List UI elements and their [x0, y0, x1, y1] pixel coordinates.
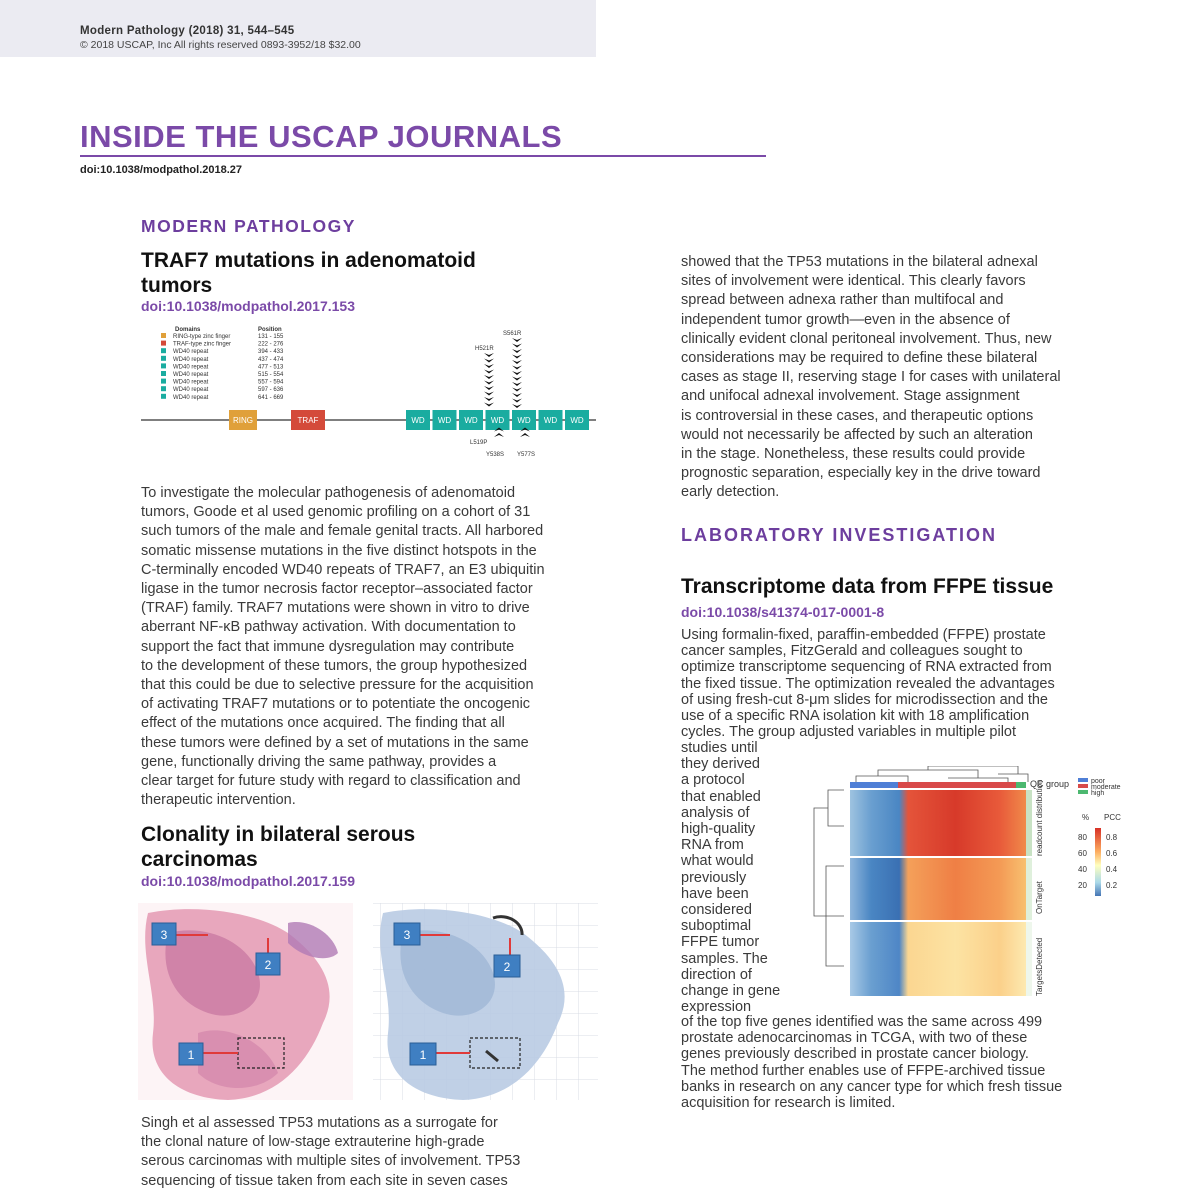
- annotation-bar: [1026, 858, 1032, 920]
- text-line: have been: [681, 885, 749, 902]
- mutation-chevron: [512, 371, 522, 375]
- text-line: what would: [681, 853, 754, 870]
- domain-legend: [161, 333, 284, 401]
- legend-domain-name: WD40 repeat: [173, 356, 209, 363]
- traf7-domain-diagram: [141, 320, 596, 460]
- text-line: previously: [681, 869, 747, 886]
- page-title: INSIDE THE USCAP JOURNALS: [80, 119, 563, 154]
- section-modern-pathology: MODERN PATHOLOGY: [141, 216, 356, 236]
- heatmap-chart: [808, 766, 1148, 1000]
- text-line: clear target for future study with regard to classification and: [141, 773, 521, 790]
- mutation-y538s: Y538S: [486, 452, 505, 458]
- mutation-l519p: L519P: [470, 440, 488, 446]
- text-line: tumors, Goode et al used genomic profiling on a cohort of 31: [141, 504, 531, 521]
- article-doi-transcriptome[interactable]: doi:10.1038/s41374-017-0001-8: [681, 604, 885, 620]
- copyright-line: © 2018 USCAP, Inc All rights reserved 0893-3952/18 $32.00: [80, 39, 361, 51]
- qc-legend-swatch-poor: [1078, 778, 1088, 782]
- paragraph: [681, 253, 1141, 503]
- wd40-domain-label: WD: [490, 416, 505, 425]
- mutation-chevron: [512, 366, 522, 370]
- pcc-label: PCC: [1104, 813, 1121, 822]
- mutation-h521r: H521R: [475, 346, 494, 352]
- legend-domain-position: 641 - 669: [258, 394, 284, 401]
- legend-domain-name: WD40 repeat: [173, 394, 209, 401]
- mutation-chevron: [484, 392, 494, 396]
- text-line: RNA from: [681, 837, 744, 854]
- histology-figure: [138, 903, 598, 1100]
- text-line: direction of: [681, 966, 752, 983]
- qc-strip-moderate: [898, 782, 1016, 788]
- text-line: cycles. The group adjusted variables in multiple pilot: [681, 724, 1017, 741]
- pcc-tick: 0.6: [1106, 849, 1118, 858]
- text-line: optimize transcriptome sequencing of RNA extracted from: [681, 659, 1052, 676]
- text-line: they derived: [681, 756, 760, 773]
- legend-domain-name: WD40 repeat: [173, 372, 209, 378]
- paragraph: [141, 484, 631, 810]
- article-body-traf7: [141, 484, 631, 810]
- legend-swatch: [161, 371, 166, 376]
- mutation-chevron: [484, 359, 494, 363]
- legend-domain-name: RING-type zinc finger: [173, 334, 231, 340]
- legend-swatch: [161, 379, 166, 384]
- heatmap-block-targetsdetected: [850, 922, 1026, 996]
- text-line: cancer samples, FitzGerald and colleagues sought to: [681, 643, 1023, 660]
- text-line: Singh et al assessed TP53 mutations as a surrogate for: [141, 1115, 498, 1131]
- text-line: the clonal nature of low-stage extrauterine high-grade: [141, 1134, 485, 1151]
- paragraph: [141, 1114, 601, 1191]
- qc-legend-high: high: [1091, 790, 1105, 797]
- page-doi: doi:10.1038/modpathol.2018.27: [80, 164, 243, 176]
- article-body-transcriptome-wrap: [681, 740, 811, 1015]
- legend-domain-name: WD40 repeat: [173, 387, 209, 394]
- color-scale-bar: [1095, 828, 1101, 896]
- legend-swatch: [161, 348, 166, 353]
- pcc-tick: 0.2: [1106, 881, 1118, 890]
- legend-domain-name: TRAF-type zinc finger: [173, 341, 232, 348]
- legend-domain-position: 437 - 474: [258, 356, 284, 363]
- callout-label: 2: [264, 958, 272, 972]
- text-line: that this could be due to selective pressure for the acquisition: [141, 677, 534, 694]
- wd40-domain-label: WD: [543, 416, 558, 425]
- text-line: studies until: [681, 740, 758, 756]
- text-line: a protocol: [681, 772, 745, 789]
- histology-panels: [138, 903, 598, 1100]
- mutation-chevron: [484, 403, 494, 407]
- mutation-chevron: [512, 355, 522, 359]
- wd40-domain-label: WD: [517, 416, 531, 425]
- text-line: such tumors of the male and female genital tracts. All harbored: [141, 523, 544, 540]
- article-body-transcriptome-bottom: [681, 1014, 1141, 1111]
- text-line: sites of involvement were identical. This clearly favors: [681, 273, 1026, 290]
- mutation-chevron: [512, 388, 522, 392]
- journal-citation: Modern Pathology (2018) 31, 544–545: [80, 25, 295, 37]
- legend-domain-name: WD40 repeat: [173, 349, 209, 356]
- legend-swatch: [161, 363, 166, 368]
- qc-legend-swatch-high: [1078, 790, 1088, 794]
- text-line: analysis of: [681, 804, 750, 821]
- title-divider: [80, 155, 766, 157]
- wd40-domain-label: WD: [411, 416, 425, 425]
- text-line: suboptimal: [681, 918, 752, 935]
- text-line: cases as stage II, reserving stage I for cases with unilateral: [681, 369, 1061, 386]
- text-line: serous carcinomas with multiple sites of involvement. TP53: [141, 1153, 521, 1170]
- mutation-chevron: [512, 399, 522, 403]
- text-line: early detection.: [681, 484, 780, 501]
- wd40-domain-label: WD: [570, 416, 584, 425]
- qc-legend-poor: poor: [1091, 778, 1106, 785]
- heatmap-figure: [808, 766, 1148, 1000]
- text-line: Using formalin-fixed, paraffin-embedded (FFPE) prostate: [681, 627, 1046, 643]
- legend-swatch: [161, 333, 166, 338]
- qc-legend-moderate: moderate: [1091, 784, 1121, 791]
- article-title-line: carcinomas: [141, 848, 258, 871]
- text-line: spread between adnexa rather than multifocal and: [681, 292, 1004, 309]
- legend-domain-position: 477 - 513: [258, 364, 284, 371]
- legend-domain-position: 222 - 276: [258, 341, 284, 348]
- text-line: showed that the TP53 mutations in the bilateral adnexal: [681, 254, 1038, 270]
- article-title-line: tumors: [141, 274, 213, 297]
- text-line: would not necessarily be affected by such an alteration: [681, 426, 1033, 443]
- text-line: use of a specific RNA isolation kit with 18 amplification: [681, 708, 1030, 725]
- column-dendrogram: [856, 766, 1028, 784]
- text-line: expression: [681, 999, 752, 1016]
- callout-label: 1: [419, 1048, 427, 1062]
- percent-label: %: [1082, 813, 1090, 822]
- text-line: samples. The: [681, 950, 768, 967]
- pct-tick: 40: [1078, 865, 1087, 874]
- wd40-domain-label: WD: [437, 416, 452, 425]
- ring-domain-label: RING: [233, 416, 253, 425]
- legend-domains-header: Domains: [175, 327, 201, 333]
- text-line: sequencing of tissue taken from each site in seven cases: [141, 1172, 508, 1189]
- mutation-chevron: [484, 370, 494, 374]
- text-line: somatic missense mutations in the five distinct hotspots in the: [141, 542, 537, 559]
- text-line: prostate adenocarcinomas in TCGA, with two of these: [681, 1030, 1028, 1047]
- article-doi-traf7[interactable]: doi:10.1038/modpathol.2017.153: [141, 298, 355, 314]
- text-line: of activating TRAF7 mutations or to potentiate the oncogenic: [141, 696, 531, 713]
- mutation-s561r: S561R: [503, 331, 522, 337]
- article-title-clonality: [141, 822, 581, 872]
- qc-strip-poor: [850, 782, 898, 788]
- legend-domain-position: 597 - 636: [258, 387, 284, 394]
- text-line: considerations may be required to define these bilateral: [681, 350, 1038, 367]
- row-dendrogram: [814, 790, 844, 966]
- mutation-chevron: [494, 433, 504, 437]
- row-label-targetsdetected: TargetsDetected: [1035, 937, 1044, 996]
- pct-tick: 60: [1078, 849, 1087, 858]
- heatmap-block-ontarget: [850, 858, 1026, 920]
- text-line: clinically evident clonal peritoneal involvement. Thus, new: [681, 330, 1052, 347]
- article-title-line: TRAF7 mutations in adenomatoid: [141, 249, 476, 272]
- text-line: high-quality: [681, 821, 756, 838]
- legend-domain-position: 557 - 594: [258, 379, 284, 386]
- text-line: genes previously described in prostate cancer biology.: [681, 1046, 1029, 1063]
- mutation-chevron: [484, 364, 494, 368]
- text-line: to the development of these tumors, the group hypothesized: [141, 657, 528, 674]
- article-title-line: Clonality in bilateral serous: [141, 823, 416, 846]
- mutation-chevron: [512, 344, 522, 348]
- heatmap-block-readcount: [850, 790, 1026, 856]
- text-line: of the top five genes identified was the same across 499: [681, 1014, 1043, 1030]
- text-line: To investigate the molecular pathogenesis of adenomatoid: [141, 485, 516, 501]
- text-line: acquisition for research is limited.: [681, 1095, 896, 1112]
- legend-domain-name: WD40 repeat: [173, 364, 209, 371]
- text-line: ligase in the tumor necrosis factor receptor–associated factor: [141, 581, 533, 598]
- text-line: independent tumor growth—even in the absence of: [681, 311, 1010, 328]
- mutation-chevron: [512, 349, 522, 353]
- text-line: support the fact that immune dysregulation may contribute: [141, 638, 515, 655]
- mutation-chevron: [484, 375, 494, 379]
- section-laboratory-investigation: LABORATORY INVESTIGATION: [681, 525, 998, 545]
- text-line: (TRAF) family. TRAF7 mutations were shown in vitro to drive: [141, 600, 530, 617]
- text-line: in the stage. Nonetheless, these results could provide: [681, 446, 1026, 463]
- row-label-ontarget: OnTarget: [1035, 881, 1044, 914]
- pcc-tick: 0.4: [1106, 865, 1118, 874]
- legend-domain-position: 515 - 554: [258, 372, 284, 378]
- callout-label: 1: [187, 1048, 195, 1062]
- article-body-transcriptome-top: [681, 627, 1141, 740]
- article-body-clonality-continued: [681, 253, 1141, 503]
- traf-domain-label: TRAF: [297, 416, 319, 425]
- text-line: of using fresh-cut 8-μm slides for microdissection and the: [681, 691, 1048, 708]
- pcc-tick: 0.8: [1106, 833, 1118, 842]
- legend-domain-name: WD40 repeat: [173, 379, 209, 386]
- callout-label: 3: [403, 928, 411, 942]
- article-doi-clonality[interactable]: doi:10.1038/modpathol.2017.159: [141, 873, 355, 889]
- mutation-chevron: [520, 433, 530, 437]
- wd40-domain-label: WD: [464, 416, 478, 425]
- mutation-chevron: [484, 353, 494, 357]
- paragraph: [681, 1014, 1141, 1111]
- pct-tick: 80: [1078, 833, 1087, 842]
- article-title-transcriptome: Transcriptome data from FFPE tissue: [681, 575, 1054, 598]
- text-line: gene, functionally driving the same pathway, provides a: [141, 753, 497, 770]
- mutation-chevron: [512, 377, 522, 381]
- paragraph: [681, 627, 1141, 740]
- mutation-chevron: [512, 393, 522, 397]
- text-line: prognostic separation, especially key in the drive toward: [681, 465, 1041, 482]
- annotation-bar: [1026, 922, 1032, 996]
- text-line: is controversial in these cases, and therapeutic options: [681, 407, 1034, 424]
- text-line: the fixed tissue. The optimization revealed the advantages: [681, 675, 1055, 692]
- wd40-repeats: [406, 410, 589, 430]
- legend-position-header: Position: [258, 327, 282, 333]
- text-line: change in gene: [681, 983, 781, 1000]
- mutation-y577s: Y577S: [517, 452, 536, 458]
- text-line: therapeutic intervention.: [141, 792, 296, 809]
- legend-swatch: [161, 341, 166, 346]
- legend-swatch: [161, 356, 166, 361]
- paragraph: [681, 740, 811, 1015]
- mutation-chevron: [512, 360, 522, 364]
- legend-domain-position: 131 - 155: [258, 334, 284, 340]
- text-line: banks in research on any cancer type for which fresh tissue: [681, 1078, 1063, 1095]
- pct-tick: 20: [1078, 881, 1087, 890]
- text-line: and unifocal adnexal involvement. Stage assignment: [681, 388, 1020, 405]
- qc-strip-high: [1016, 782, 1026, 788]
- article-title-traf7: [141, 248, 581, 298]
- legend-swatch: [161, 386, 166, 391]
- article-body-clonality: [141, 1114, 601, 1191]
- text-line: The method further enables use of FFPE-archived tissue: [681, 1062, 1046, 1079]
- text-line: FFPE tumor: [681, 934, 760, 951]
- legend-domain-position: 394 - 433: [258, 349, 284, 356]
- row-label-readcount: readcount distribution: [1035, 779, 1044, 856]
- text-line: C-terminally encoded WD40 repeats of TRAF7, an E3 ubiquitin: [141, 561, 545, 578]
- mutation-chevron: [484, 397, 494, 401]
- mutation-chevron: [512, 382, 522, 386]
- traf7-domain-figure: [141, 320, 596, 460]
- qc-legend-swatch-moderate: [1078, 784, 1088, 788]
- annotation-bar: [1026, 790, 1032, 856]
- qc-group-label: QC group: [1030, 779, 1070, 789]
- mutation-chevron: [484, 386, 494, 390]
- mutation-chevron: [512, 404, 522, 408]
- mutation-chevron: [512, 338, 522, 342]
- text-line: considered: [681, 902, 752, 919]
- callout-label: 3: [160, 928, 168, 942]
- text-line: effect of the mutations once acquired. The finding that all: [141, 715, 505, 732]
- text-line: these tumors were defined by a set of mutations in the same: [141, 734, 529, 751]
- text-line: aberrant NF-κB pathway activation. With documentation to: [141, 619, 516, 636]
- callout-label: 2: [503, 960, 511, 974]
- legend-swatch: [161, 394, 166, 399]
- mutation-chevron: [484, 381, 494, 385]
- text-line: that enabled: [681, 788, 761, 805]
